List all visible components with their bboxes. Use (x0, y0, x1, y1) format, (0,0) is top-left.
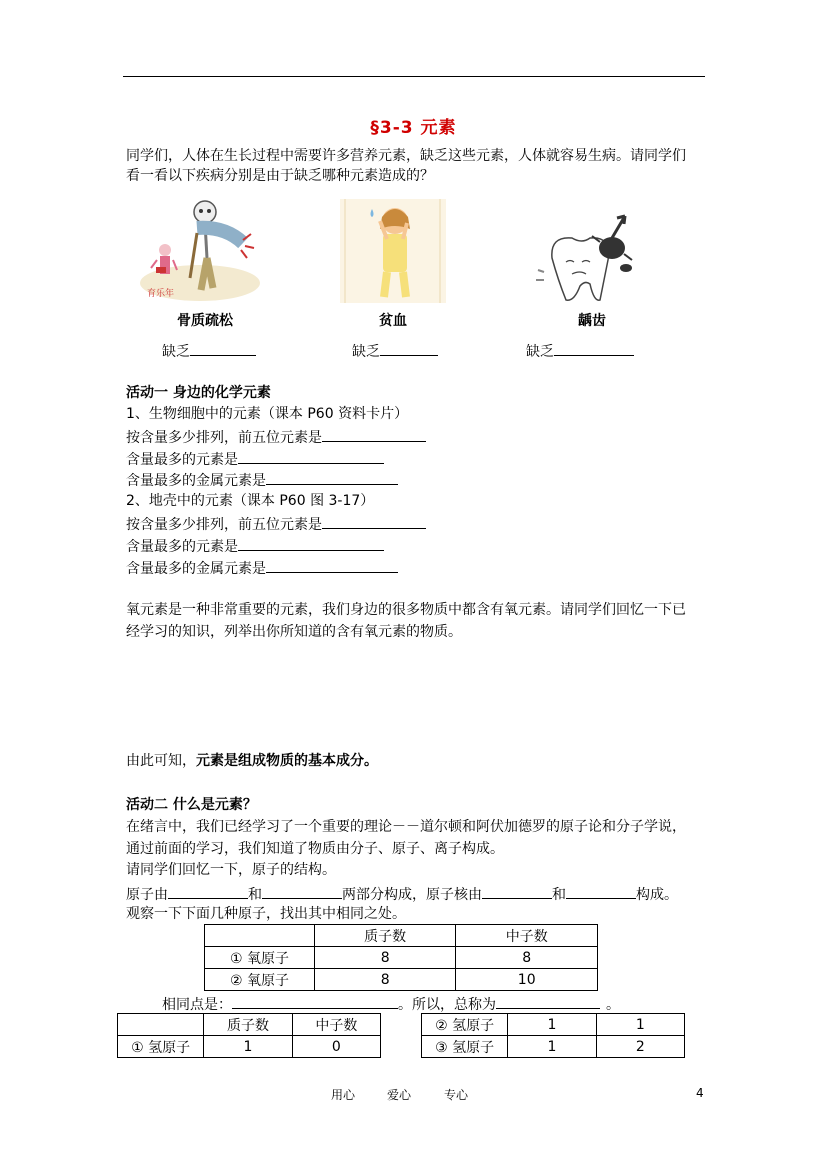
activity1-q1 (126, 427, 426, 447)
footer-text-3: 专心 (444, 1088, 469, 1102)
answer-blank[interactable] (482, 884, 552, 899)
lack-label: 缺乏 (526, 344, 554, 360)
activity1-q6 (126, 558, 398, 578)
table-cell: 1 (508, 1036, 596, 1058)
oxygen-atom-table (204, 924, 598, 991)
question-text: 含量最多的元素是 (126, 539, 238, 555)
question-text: 按含量多少排列，前五位元素是 (126, 430, 322, 446)
answer-blank[interactable] (168, 884, 248, 899)
activity1-q4 (126, 514, 426, 534)
table-row (205, 947, 598, 969)
table-cell: 1 (204, 1036, 292, 1058)
activity1-sub2: 2、地壳中的元素（课本 P60 图 3-17） (126, 493, 375, 509)
lack-label: 缺乏 (162, 344, 190, 360)
table-cell: 8 (314, 969, 456, 991)
table-cell (118, 1014, 204, 1036)
similar-text: 。所以，总称为 (398, 997, 496, 1013)
atom-text: 两部分构成，原子核由 (342, 887, 482, 903)
anemia-illustration (340, 199, 446, 303)
table-row (205, 969, 598, 991)
activity1-q2 (126, 449, 384, 469)
answer-blank[interactable] (554, 341, 634, 356)
table-cell: ② 氢原子 (422, 1014, 508, 1036)
conclusion (126, 752, 378, 770)
similar-text: 。 (606, 997, 620, 1013)
question-text: 含量最多的金属元素是 (126, 473, 266, 489)
tooth-decay-illustration (530, 210, 650, 306)
intro-line-1: 同学们，人体在生长过程中需要许多营养元素，缺乏这些元素，人体就容易生病。请同学们 (126, 148, 686, 164)
conclusion-prefix: 由此可知， (126, 753, 196, 769)
table-row (118, 1036, 381, 1058)
activity2-line-2: 通过前面的学习，我们知道了物质由分子、原子、离子构成。 (126, 841, 504, 857)
osteoporosis-illustration (135, 198, 265, 304)
table-cell: 2 (596, 1036, 684, 1058)
caption-anemia: 贫血 (379, 313, 407, 329)
answer-blank[interactable] (190, 341, 256, 356)
answer-blank[interactable] (496, 994, 600, 1009)
table-cell: 0 (292, 1036, 380, 1058)
table-cell: 1 (596, 1014, 684, 1036)
atom-structure-line (126, 884, 678, 904)
hydrogen-atom-table-left (117, 1013, 381, 1058)
answer-blank[interactable] (322, 514, 426, 529)
table-cell: 1 (508, 1014, 596, 1036)
logo-text: 育乐年 (147, 289, 175, 299)
table-row (422, 1014, 685, 1036)
answer-blank[interactable] (322, 427, 426, 442)
page-number: 4 (696, 1086, 704, 1100)
table-row (205, 925, 598, 947)
lack-3 (526, 341, 634, 361)
question-text: 含量最多的元素是 (126, 452, 238, 468)
caption-tooth-decay: 龋齿 (578, 313, 606, 329)
table-cell: ③ 氢原子 (422, 1036, 508, 1058)
answer-blank[interactable] (262, 884, 342, 899)
oxygen-line-1: 氧元素是一种非常重要的元素，我们身边的很多物质中都含有氧元素。请同学们回忆一下已 (126, 602, 686, 618)
footer-text-1: 用心 (331, 1088, 356, 1102)
answer-blank[interactable] (266, 558, 398, 573)
table-row (118, 1014, 381, 1036)
similar-text: 相同点是： (162, 997, 232, 1013)
lack-label: 缺乏 (352, 344, 380, 360)
hydrogen-atom-table-right (421, 1013, 685, 1058)
similarity-line (162, 994, 620, 1014)
question-text: 按含量多少排列，前五位元素是 (126, 517, 322, 533)
observe-line: 观察一下下面几种原子，找出其中相同之处。 (126, 906, 406, 922)
caption-osteoporosis: 骨质疏松 (177, 313, 233, 329)
activity1-q5 (126, 536, 384, 556)
table-row (422, 1036, 685, 1058)
table-cell: ② 氧原子 (205, 969, 315, 991)
answer-blank[interactable] (566, 884, 636, 899)
activity2-line-1: 在绪言中，我们已经学习了一个重要的理论－－道尔顿和阿伏加德罗的原子论和分子学说， (126, 819, 686, 835)
lack-1 (162, 341, 256, 361)
activity2-title: 活动二 什么是元素？ (126, 797, 257, 813)
atom-text: 和 (248, 887, 262, 903)
table-cell: 中子数 (456, 925, 598, 947)
activity1-q3 (126, 470, 398, 490)
page-title: §3-3 元素 (370, 118, 457, 138)
table-cell: 8 (456, 947, 598, 969)
atom-text: 和 (552, 887, 566, 903)
answer-blank[interactable] (232, 994, 398, 1009)
answer-blank[interactable] (266, 470, 398, 485)
table-cell (205, 925, 315, 947)
activity1-sub1: 1、生物细胞中的元素（课本 P60 资料卡片） (126, 406, 409, 422)
activity1-title: 活动一 身边的化学元素 (126, 385, 271, 401)
atom-text: 原子由 (126, 887, 168, 903)
intro-line-2: 看一看以下疾病分别是由于缺乏哪种元素造成的？ (126, 168, 434, 184)
oxygen-line-2: 经学习的知识，列举出你所知道的含有氧元素的物质。 (126, 624, 462, 640)
table-cell: 10 (456, 969, 598, 991)
table-cell: 质子数 (314, 925, 456, 947)
answer-blank[interactable] (238, 536, 384, 551)
answer-blank[interactable] (238, 449, 384, 464)
atom-text: 构成。 (636, 887, 678, 903)
activity2-line-3: 请同学们回忆一下，原子的结构。 (126, 862, 336, 878)
header-rule (123, 76, 705, 77)
table-cell: ① 氧原子 (205, 947, 315, 969)
answer-blank[interactable] (380, 341, 438, 356)
table-cell: 8 (314, 947, 456, 969)
table-cell: ① 氢原子 (118, 1036, 204, 1058)
table-cell: 质子数 (204, 1014, 292, 1036)
conclusion-bold: 元素是组成物质的基本成分。 (196, 753, 378, 769)
table-cell: 中子数 (292, 1014, 380, 1036)
footer-text-2: 爱心 (387, 1088, 412, 1102)
lack-2 (352, 341, 438, 361)
question-text: 含量最多的金属元素是 (126, 561, 266, 577)
